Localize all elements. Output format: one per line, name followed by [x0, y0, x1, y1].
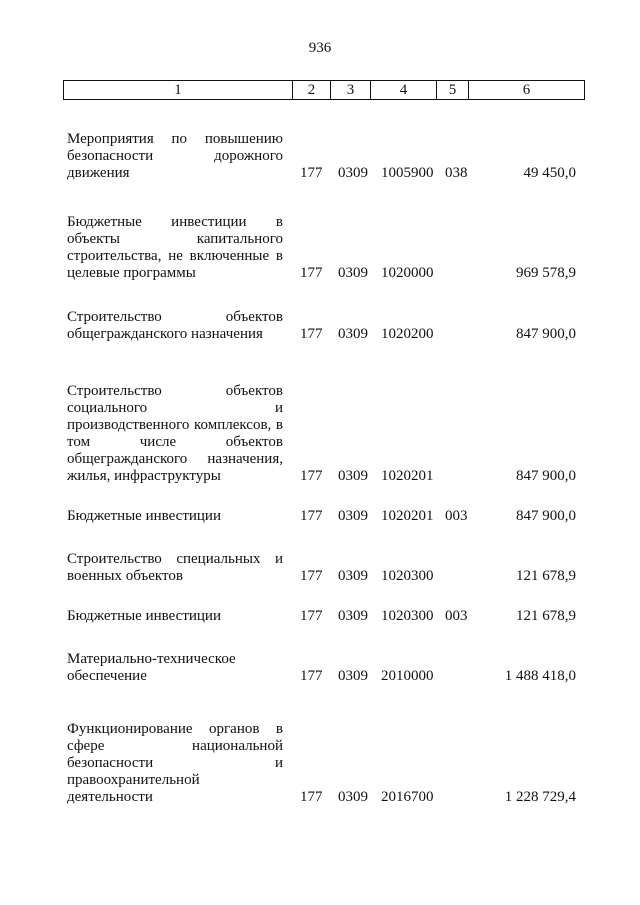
- row-code-section: 0309: [338, 789, 368, 805]
- row-code-expense-type: 038: [445, 165, 468, 181]
- row-amount: 969 578,9: [516, 265, 576, 281]
- table-row: [0, 131, 640, 182]
- row-code-target: 1020000: [381, 265, 434, 281]
- row-code-section: 0309: [338, 468, 368, 484]
- row-code-section: 0309: [338, 265, 368, 281]
- column-header-table: [63, 80, 585, 100]
- row-code-target: 1005900: [381, 165, 434, 181]
- row-description: Бюджетные инвестиции в объекты капитального строительства, не включенные в целевые программы: [67, 214, 283, 281]
- row-description: Строительство специальных и военных объектов: [67, 551, 283, 584]
- column-header-3: 3: [331, 81, 371, 100]
- row-code-ministry: 177: [300, 468, 323, 484]
- row-description: Функционирование органов в сфере национальной безопасности и правоохранительной деятельности: [67, 721, 283, 805]
- table-row: [0, 608, 640, 625]
- row-code-section: 0309: [338, 326, 368, 342]
- row-description: Строительство объектов социального и производственного комплексов, в том числе объектов общегражданского назначения, жилья, инфраструктуры: [67, 383, 283, 484]
- row-code-section: 0309: [338, 508, 368, 524]
- row-amount: 847 900,0: [516, 326, 576, 342]
- table-row: [0, 651, 640, 685]
- row-code-ministry: 177: [300, 789, 323, 805]
- row-code-ministry: 177: [300, 508, 323, 524]
- table-row: [0, 508, 640, 525]
- row-code-section: 0309: [338, 165, 368, 181]
- table-row: [0, 551, 640, 585]
- row-amount: 1 488 418,0: [504, 668, 576, 684]
- row-amount: 847 900,0: [516, 468, 576, 484]
- row-code-target: 2016700: [381, 789, 434, 805]
- table-row: [0, 721, 640, 806]
- row-code-target: 1020201: [381, 468, 434, 484]
- row-code-expense-type: 003: [445, 508, 468, 524]
- row-amount: 847 900,0: [516, 508, 576, 524]
- row-amount: 121 678,9: [516, 568, 576, 584]
- row-code-target: 1020200: [381, 326, 434, 342]
- row-code-expense-type: 003: [445, 608, 468, 624]
- row-code-target: 1020300: [381, 568, 434, 584]
- row-description: Материально-техническое обеспечение: [67, 651, 236, 684]
- row-code-ministry: 177: [300, 326, 323, 342]
- column-header-4: 4: [371, 81, 437, 100]
- row-code-section: 0309: [338, 608, 368, 624]
- column-header-6: 6: [469, 81, 585, 100]
- row-code-ministry: 177: [300, 668, 323, 684]
- table-row: [0, 309, 640, 343]
- column-header-5: 5: [437, 81, 469, 100]
- row-amount: 1 228 729,4: [504, 789, 576, 805]
- row-code-ministry: 177: [300, 608, 323, 624]
- row-description: Строительство объектов общегражданского назначения: [67, 309, 283, 342]
- column-header-1: 1: [64, 81, 293, 100]
- row-description: Бюджетные инвестиции: [67, 508, 221, 524]
- column-header-2: 2: [293, 81, 331, 100]
- row-code-target: 1020201: [381, 508, 434, 524]
- row-code-target: 2010000: [381, 668, 434, 684]
- table-row: [0, 382, 640, 485]
- row-code-section: 0309: [338, 668, 368, 684]
- table-row: [0, 214, 640, 282]
- row-code-ministry: 177: [300, 568, 323, 584]
- column-header-row: [64, 81, 585, 100]
- row-description: Бюджетные инвестиции: [67, 608, 221, 624]
- row-description: Мероприятия по повышению безопасности дорожного движения: [67, 131, 283, 181]
- row-code-section: 0309: [338, 568, 368, 584]
- row-amount: 49 450,0: [523, 165, 576, 181]
- row-amount: 121 678,9: [516, 608, 576, 624]
- page-number: 936: [308, 40, 332, 56]
- row-code-target: 1020300: [381, 608, 434, 624]
- row-code-ministry: 177: [300, 165, 323, 181]
- row-code-ministry: 177: [300, 265, 323, 281]
